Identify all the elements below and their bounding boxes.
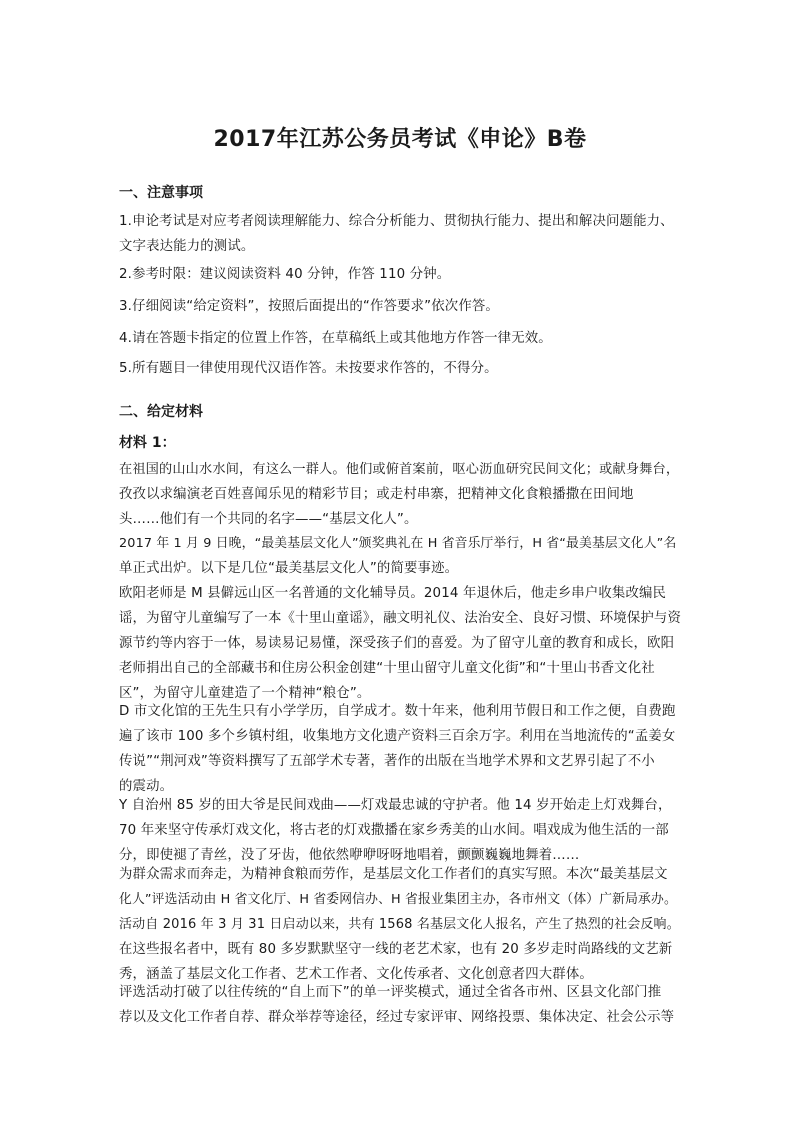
text-line: 2.参考时限：建议阅读资料 40 分钟，作答 110 分钟。 <box>119 267 451 282</box>
material-paragraph <box>119 457 682 532</box>
text-line: 传说”“荆河戏”等资料撰写了五部学术专著，著作的出版在当地学术界和文艺界引起了不小 <box>119 754 655 769</box>
material-paragraph <box>119 980 682 1030</box>
text-line: 70 年来坚守传承灯戏文化，将古老的灯戏撒播在家乡秀美的山水间。唱戏成为他生活的一部 <box>119 823 669 838</box>
text-line: 评选活动打破了以往传统的“自上而下”的单一评奖模式，通过全省各市州、区县文化部门推 <box>119 985 662 1000</box>
text-line: Y 自治州 85 岁的田大爷是民间戏曲——灯戏最忠诚的守护者。他 14 岁开始走上灯戏舞台， <box>119 798 672 813</box>
text-line: 化人”评选活动由 H 省文化厅、H 省委网信办、H 省报业集团主办，各市州文（体）广新局承办。 <box>119 892 677 907</box>
note-item <box>119 262 682 287</box>
text-line: 在祖国的山山水水间，有这么一群人。他们或俯首案前，呕心沥血研究民间文化；或献身舞台， <box>119 462 680 477</box>
text-line: 遍了该市 100 多个乡镇村组，收集地方文化遗产资料三百余万字。利用在当地流传的“孟姜女 <box>119 729 676 744</box>
text-line: 3.仔细阅读“给定资料”，按照后面提出的“作答要求”依次作答。 <box>119 299 499 314</box>
text-line: 在这些报名者中，既有 80 多岁默默坚守一线的老艺术家，也有 20 多岁走时尚路线的文艺新 <box>119 942 673 957</box>
text-line: 活动自 2016 年 3 月 31 日启动以来，共有 1568 名基层文化人报名，产生了热烈的社会反响。 <box>119 917 680 932</box>
document-title: 2017年江苏公务员考试《申论》B卷 <box>213 127 587 152</box>
text-line: 秀，涵盖了基层文化工作者、艺术工作者、文化传承者、文化创意者四大群体。 <box>119 967 593 982</box>
text-line: 头……他们有一个共同的名字——“基层文化人”。 <box>119 512 418 527</box>
text-line: 1.申论考试是对应考者阅读理解能力、综合分析能力、贯彻执行能力、提出和解决问题能力、 <box>119 214 674 229</box>
material-paragraph <box>119 581 682 706</box>
text-line: 分，即使褪了青丝，没了牙齿，他依然咿咿呀呀地唱着，颤颤巍巍地舞着…… <box>119 848 580 863</box>
text-line: 谣，为留守儿童编写了一本《十里山童谣》，融文明礼仪、法治安全、良好习惯、环境保护与资 <box>119 611 682 626</box>
text-line: 孜孜以求编演老百姓喜闻乐见的精彩节目；或走村串寨，把精神文化食粮播撒在田间地 <box>119 487 634 502</box>
text-line: D 市文化馆的王先生只有小学学历，自学成才。数十年来，他利用节假日和工作之便，自费跑 <box>119 704 676 719</box>
note-item <box>119 209 682 259</box>
note-item <box>119 356 682 381</box>
section-heading-materials: 二、给定材料 <box>119 404 203 420</box>
material-paragraph <box>119 862 682 987</box>
material-paragraph <box>119 793 682 868</box>
text-line: 4.请在答题卡指定的位置上作答，在草稿纸上或其他地方作答一律无效。 <box>119 331 552 346</box>
text-line: 源节约等内容于一体，易读易记易懂，深受孩子们的喜爱。为了留守儿童的教育和成长，欧阳 <box>119 636 675 651</box>
material-paragraph <box>119 531 682 581</box>
text-line: 单正式出炉。以下是几位“最美基层文化人”的简要事迹。 <box>119 561 459 576</box>
material-paragraph <box>119 699 682 799</box>
text-line: 为群众需求而奔走，为精神食粮而劳作，是基层文化工作者们的真实写照。本次“最美基层文 <box>119 867 668 882</box>
text-line: 荐以及文化工作者自荐、群众举荐等途径，经过专家评审、网络投票、集体决定、社会公示等 <box>119 1010 675 1025</box>
section-heading-notes: 一、注意事项 <box>119 185 203 201</box>
text-line: 5.所有题目一律使用现代汉语作答。未按要求作答的，不得分。 <box>119 361 498 376</box>
text-line: 2017 年 1 月 9 日晚，“最美基层文化人”颁奖典礼在 H 省音乐厅举行，H 省“最美基层文化人”名 <box>119 536 677 551</box>
note-item <box>119 294 682 319</box>
text-line: 老师捐出自己的全部藏书和住房公积金创建“十里山留守儿童文化街”和“十里山书香文化社 <box>119 661 655 676</box>
text-line: 文字表达能力的测试。 <box>119 239 255 254</box>
note-item <box>119 326 682 351</box>
material-label: 材料 1： <box>119 435 176 451</box>
text-line: 的震动。 <box>119 779 174 794</box>
text-line: 欧阳老师是 M 县僻远山区一名普通的文化辅导员。2014 年退休后，他走乡串户收集改编民 <box>119 586 667 601</box>
text-line: 区”，为留守儿童建造了一个精神“粮仓”。 <box>119 686 371 701</box>
